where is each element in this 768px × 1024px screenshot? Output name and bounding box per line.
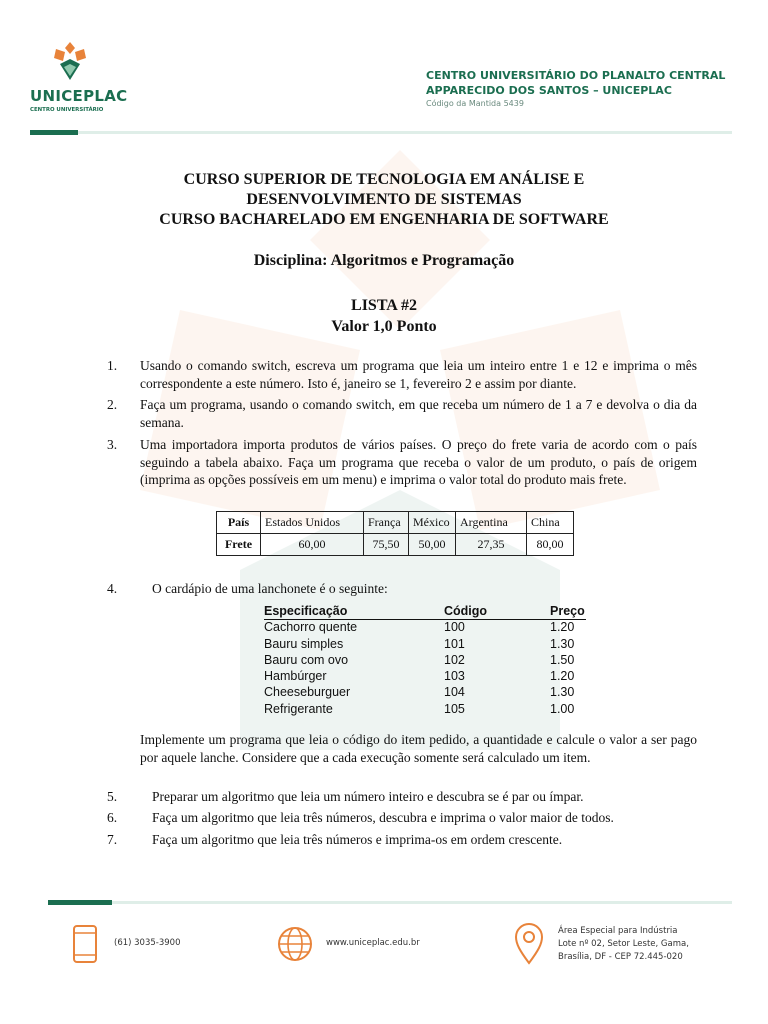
menu-cell: 1.30 <box>550 685 575 700</box>
course-title-line: DESENVOLVIMENTO DE SISTEMAS <box>246 191 522 208</box>
menu-cell: Cheeseburguer <box>264 685 351 700</box>
item-text: O cardápio de uma lanchonete é o seguinte: <box>152 581 388 596</box>
table-cell: 27,35 <box>456 534 527 556</box>
footer-website: www.uniceplac.edu.br <box>326 938 420 948</box>
menu-cell: 105 <box>444 701 465 716</box>
item-text: Faça um programa, usando o comando switch, em que receba um número de 1 a 7 e devolva o dia da semana. <box>140 397 697 430</box>
footer-divider <box>48 901 732 904</box>
institution-name-line2: APPARECIDO DOS SANTOS – UNICEPLAC <box>426 84 672 97</box>
table-cell: 50,00 <box>409 534 456 556</box>
table-cell: 75,50 <box>364 534 409 556</box>
menu-cell: 1.30 <box>550 636 575 651</box>
menu-header-cell: Código <box>444 604 488 618</box>
menu-row <box>264 620 594 636</box>
footer-address <box>558 925 689 964</box>
menu-cell: Cachorro quente <box>264 620 358 635</box>
menu-cell: Bauru com ovo <box>264 652 349 667</box>
menu-cell: 100 <box>444 620 465 635</box>
item-text: Uma importadora importa produtos de vários países. O preço do frete varia de acordo com o país seguindo a tabela abaixo. Faça um programa que receba o valor de um produto, o país de origem (imprima as opções possíveis em um menu) e imprima o valor total do produto mais frete. <box>140 437 697 487</box>
footer-phone: (61) 3035-3900 <box>114 938 181 948</box>
item-number: 4. <box>107 581 118 596</box>
menu-cell: 103 <box>444 669 465 684</box>
item-text: Implemente um programa que leia o código do item pedido, a quantidade e calcule o valor a ser pago por aquele lanche. Considere que a cada execução somente será calculado um item. <box>140 732 697 765</box>
table-row <box>217 512 574 534</box>
item-number: 7. <box>107 832 118 847</box>
table-cell: França <box>364 512 409 534</box>
table-header-cell: Frete <box>217 534 261 556</box>
table-row <box>217 534 574 556</box>
discipline-heading: Disciplina: Algoritmos e Programação <box>253 252 515 269</box>
menu-cell: 1.00 <box>550 701 575 716</box>
list-heading <box>0 295 768 337</box>
footer-address-line: Área Especial para Indústria <box>558 926 678 936</box>
course-title <box>0 170 768 230</box>
location-pin-icon <box>514 923 544 965</box>
table-cell: China <box>527 512 574 534</box>
globe-icon <box>276 925 314 963</box>
uniceplac-logo <box>30 40 128 113</box>
footer-divider-accent <box>48 900 112 905</box>
menu-header-cell: Especificação <box>264 604 348 618</box>
menu-cell: 101 <box>444 636 465 651</box>
institution-name-line1: CENTRO UNIVERSITÁRIO DO PLANALTO CENTRAL <box>426 69 726 82</box>
header-divider-accent <box>30 130 78 135</box>
footer-address-line: Brasília, DF - CEP 72.445-020 <box>558 952 683 962</box>
menu-row <box>264 637 594 653</box>
course-title-line: CURSO BACHARELADO EM ENGENHARIA DE SOFTWARE <box>159 211 609 228</box>
menu-row <box>264 669 594 685</box>
item-number: 1. <box>107 358 118 373</box>
footer-address-line: Lote nº 02, Setor Leste, Gama, <box>558 939 689 949</box>
institution-code: Código da Mantida 5439 <box>426 99 524 108</box>
menu-cell: 104 <box>444 685 465 700</box>
menu-row <box>264 685 594 701</box>
table-cell: Argentina <box>456 512 527 534</box>
menu-header-cell: Preço <box>550 604 585 618</box>
item-text: Faça um algoritmo que leia três números, descubra e imprima o valor maior de todos. <box>152 810 614 825</box>
menu-cell: Hambúrger <box>264 669 327 684</box>
table-cell: 60,00 <box>261 534 364 556</box>
menu-cell: 1.20 <box>550 620 575 635</box>
menu-cell: 102 <box>444 652 465 667</box>
menu-cell: 1.20 <box>550 669 575 684</box>
item-text: Faça um algoritmo que leia três números e imprima-os em ordem crescente. <box>152 832 563 847</box>
brand-name: UNICEPLAC <box>30 87 128 105</box>
item-number: 3. <box>107 437 118 452</box>
list-title: LISTA #2 <box>351 297 417 314</box>
item-text: Preparar um algoritmo que leia um número inteiro e descubra se é par ou ímpar. <box>152 789 584 804</box>
menu-cell: 1.50 <box>550 652 575 667</box>
phone-icon <box>72 924 98 964</box>
institution-header <box>426 68 725 108</box>
menu-row <box>264 653 594 669</box>
list-value: Valor 1,0 Ponto <box>331 318 437 335</box>
header-divider <box>30 131 732 134</box>
table-header-cell: País <box>217 512 261 534</box>
menu-row <box>264 702 594 718</box>
course-title-line: CURSO SUPERIOR DE TECNOLOGIA EM ANÁLISE E <box>183 171 585 188</box>
item-text: Usando o comando switch, escreva um programa que leia um inteiro entre 1 e 12 e imprima o mês correspondente a este número. Isto é, janeiro se 1, fevereiro 2 e assim por diante. <box>140 358 697 391</box>
menu-cell: Bauru simples <box>264 636 344 651</box>
uniceplac-logo-icon <box>50 40 90 82</box>
item-number: 5. <box>107 789 118 804</box>
menu-cell: Refrigerante <box>264 701 333 716</box>
table-cell: México <box>409 512 456 534</box>
table-cell: 80,00 <box>527 534 574 556</box>
freight-table <box>216 511 574 556</box>
item-number: 6. <box>107 810 118 825</box>
menu-header-row <box>264 604 594 620</box>
item-number: 2. <box>107 397 118 412</box>
menu-table <box>264 604 594 718</box>
table-cell: Estados Unidos <box>261 512 364 534</box>
brand-subtitle: CENTRO UNIVERSITÁRIO <box>30 107 104 113</box>
